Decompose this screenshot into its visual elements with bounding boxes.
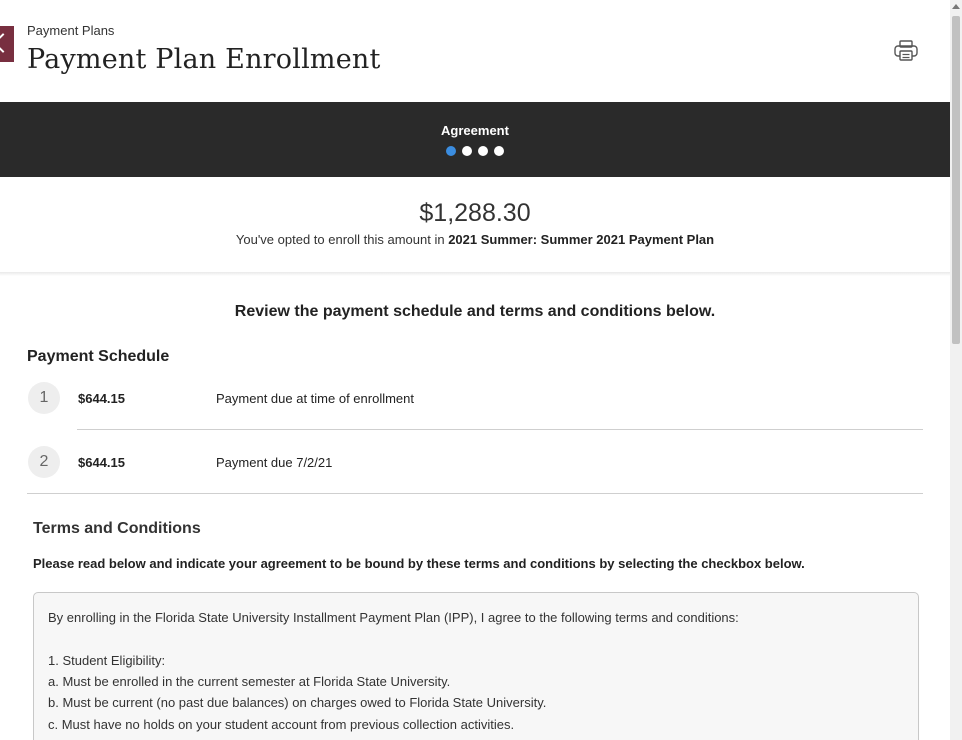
step-dot-1	[446, 146, 456, 156]
terms-instruction: Please read below and indicate your agreement to be bound by these terms and conditions by selecting the checkbox below.	[33, 556, 805, 571]
terms-text-box[interactable]	[33, 592, 919, 740]
scroll-up-arrow-icon[interactable]	[952, 4, 960, 9]
amount-section	[0, 177, 950, 273]
step-bar	[0, 102, 950, 177]
amount-description	[0, 232, 950, 247]
print-button[interactable]	[893, 40, 919, 62]
terms-line: 1. Student Eligibility:	[48, 653, 166, 668]
breadcrumb[interactable]: Payment Plans	[27, 23, 115, 38]
chevron-left-icon	[0, 33, 13, 53]
payment-due: Payment due at time of enrollment	[216, 391, 414, 406]
payment-due: Payment due 7/2/21	[216, 455, 333, 470]
payment-number: 1	[28, 382, 60, 414]
payment-schedule-title: Payment Schedule	[27, 348, 170, 365]
step-label: Agreement	[441, 123, 509, 138]
section-shadow	[0, 272, 950, 276]
payment-row	[27, 370, 923, 428]
plan-name: 2021 Summer: Summer 2021 Payment Plan	[448, 232, 715, 247]
step-dot-3	[478, 146, 488, 156]
terms-line: b. Must be current (no past due balances) on charges owed to Florida State University.	[48, 695, 547, 710]
terms-title: Terms and Conditions	[33, 520, 201, 537]
scroll-thumb[interactable]	[952, 16, 960, 344]
page-title: Payment Plan Enrollment	[27, 44, 381, 75]
step-indicator	[446, 146, 504, 156]
step-dot-4	[494, 146, 504, 156]
payment-row	[27, 434, 923, 492]
printer-icon	[893, 40, 919, 62]
row-divider	[77, 429, 923, 430]
payment-number: 2	[28, 446, 60, 478]
enroll-amount: $1,288.30	[419, 199, 531, 227]
section-divider	[27, 493, 923, 494]
back-button[interactable]	[0, 26, 14, 62]
amount-desc-prefix: You've opted to enroll this amount in	[235, 232, 449, 247]
payment-amount: $644.15	[78, 391, 125, 406]
terms-line: a. Must be enrolled in the current semester at Florida State University.	[48, 674, 451, 689]
step-dot-2	[462, 146, 472, 156]
page-scrollbar[interactable]	[950, 0, 962, 740]
review-heading: Review the payment schedule and terms and conditions below.	[234, 303, 716, 320]
payment-amount: $644.15	[78, 455, 125, 470]
terms-line: c. Must have no holds on your student account from previous collection activities.	[48, 717, 515, 732]
terms-line: By enrolling in the Florida State University Installment Payment Plan (IPP), I agree to the following terms and conditions:	[48, 610, 739, 625]
